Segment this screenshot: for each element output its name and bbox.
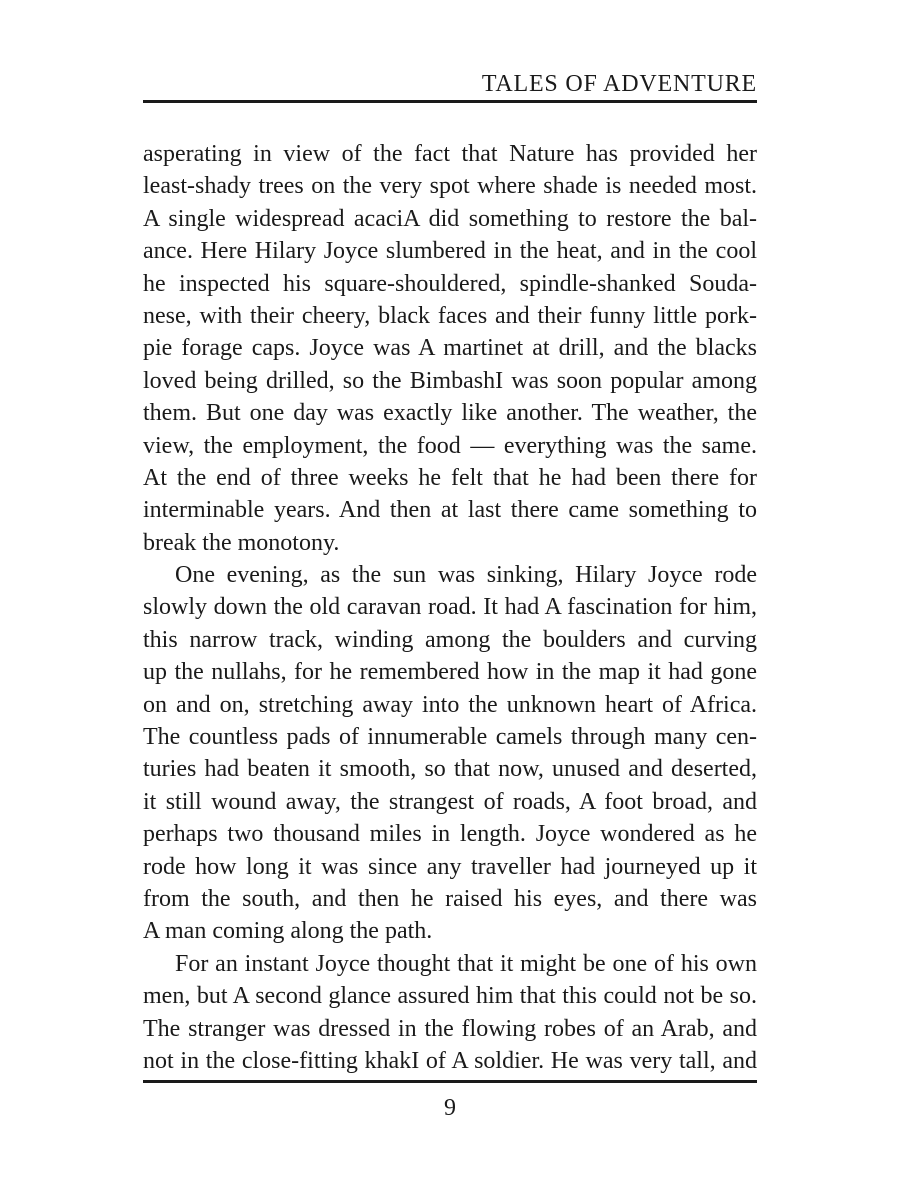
page-number: 9 [444,1095,456,1121]
text-line: nese, with their cheery, black faces and their funny little pork- [143,302,757,329]
text-line: men, but A second glance assured him that this could not be so. [143,983,757,1010]
footer-rule [143,1080,757,1083]
text-line: The stranger was dressed in the flowing robes of an Arab, and [143,1015,757,1042]
header-rule [143,100,757,103]
text-line: this narrow track, winding among the boulders and curving [143,626,757,653]
text-line: view, the employment, the food — everything was the same. [143,432,757,459]
text-line: from the south, and then he raised his eyes, and there was [143,885,757,912]
text-line: pie forage caps. Joyce was A martinet at drill, and the blacks [143,335,757,362]
text-line: turies had beaten it smooth, so that now, unused and deserted, [143,756,757,783]
text-line: it still wound away, the strangest of roads, A foot broad, and [143,788,757,815]
running-title: TALES OF ADVENTURE [481,71,757,97]
text-line: he inspected his square-shouldered, spindle-shanked Souda- [143,270,757,297]
text-line: perhaps two thousand miles in length. Joyce wondered as he [143,821,757,848]
text-line: ance. Here Hilary Joyce slumbered in the heat, and in the cool [143,238,757,265]
text-line: them. But one day was exactly like another. The weather, the [143,400,757,427]
text-line: One evening, as the sun was sinking, Hilary Joyce rode [175,562,757,589]
text-line: A single widespread acaciA did something to restore the bal- [143,205,757,232]
text-line: least-shady trees on the very spot where shade is needed most. [143,173,757,200]
text-line: The countless pads of innumerable camels through many cen- [143,724,757,751]
text-line: At the end of three weeks he felt that he had been there for [143,464,757,491]
text-line: break the monotony. [143,529,340,556]
text-line: asperating in view of the fact that Nature has provided her [143,141,757,167]
text-line: on and on, stretching away into the unknown heart of Africa. [143,691,757,718]
text-line: For an instant Joyce thought that it might be one of his own [175,950,757,977]
text-line: loved being drilled, so the BimbashI was soon popular among [143,367,757,394]
text-line: A man coming along the path. [143,918,433,945]
running-header [143,66,757,102]
text-line: interminable years. And then at last there came something to [143,497,757,524]
text-line: up the nullahs, for he remembered how in the map it had gone [143,659,757,686]
text-line: rode how long it was since any traveller had journeyed up it [143,853,757,880]
body-text [143,138,757,1074]
text-line: slowly down the old caravan road. It had A fascination for him, [143,594,757,621]
text-line: not in the close-fitting khakI of A soldier. He was very tall, and [143,1047,757,1074]
